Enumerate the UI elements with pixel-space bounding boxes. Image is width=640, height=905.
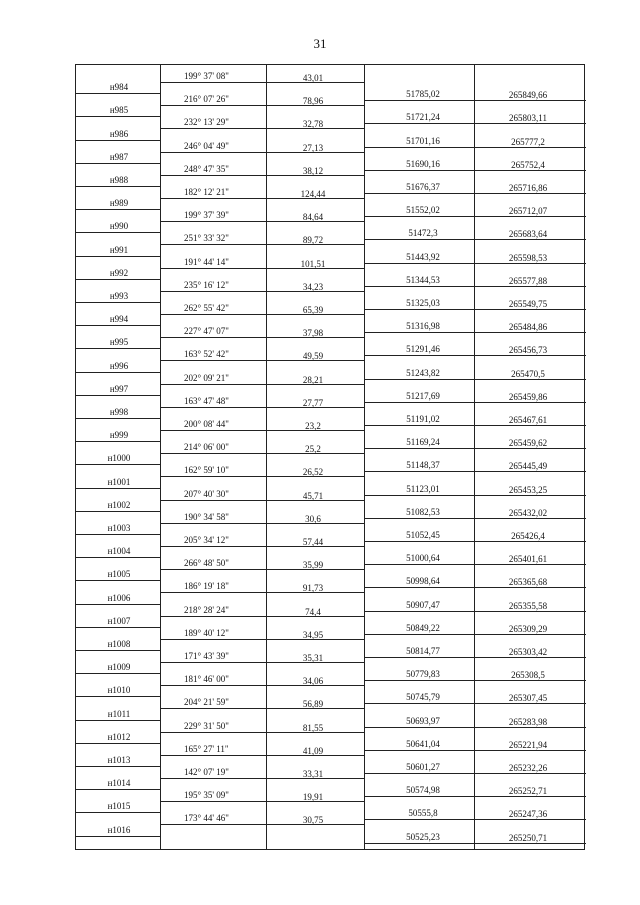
direction-angle: 142° 07' 19" — [184, 767, 229, 777]
row-rule — [76, 766, 160, 767]
row-rule — [364, 727, 586, 728]
row-rule — [364, 796, 586, 797]
point-name: н987 — [109, 151, 129, 162]
row-rule — [364, 193, 586, 194]
row-rule — [364, 100, 586, 101]
point-name: н1008 — [107, 639, 131, 649]
coord-y: 265803,11 — [509, 113, 547, 124]
coord-y: 265459,86 — [508, 391, 548, 402]
distance-value: 34,95 — [302, 629, 324, 640]
row-rule — [76, 604, 160, 605]
row-rule — [160, 569, 364, 570]
row-rule — [76, 557, 160, 558]
point-name: н996 — [109, 360, 129, 371]
distance-value: 23,2 — [305, 421, 321, 431]
direction-angle: 191° 44' 14" — [184, 256, 229, 267]
point-name: н1003 — [107, 523, 131, 533]
point-name: н1001 — [107, 476, 131, 487]
row-rule — [160, 523, 364, 524]
row-rule — [160, 592, 364, 593]
row-rule — [160, 476, 364, 477]
row-rule — [76, 279, 160, 280]
row-rule — [160, 662, 364, 663]
coord-y: 265752,4 — [511, 159, 545, 170]
row-rule — [76, 441, 160, 442]
row-rule — [76, 743, 160, 744]
coord-y: 265252,71 — [508, 786, 548, 797]
row-rule — [160, 221, 364, 222]
row-rule — [160, 175, 364, 176]
distance-value: 33,31 — [302, 769, 324, 779]
coord-y: 265355,58 — [508, 600, 548, 611]
coord-x: 51291,46 — [406, 344, 440, 355]
point-name: н985 — [109, 105, 129, 116]
row-rule — [160, 430, 364, 431]
distance-value: 74,4 — [305, 606, 321, 617]
point-name: н984 — [109, 82, 129, 93]
row-rule — [160, 198, 364, 199]
row-rule — [76, 163, 160, 164]
row-rule — [160, 500, 364, 501]
direction-angle: 202° 09' 21" — [184, 372, 229, 383]
distance-value: 78,96 — [302, 96, 324, 107]
point-name: н1015 — [107, 801, 131, 812]
direction-angle: 232° 13' 29" — [184, 117, 229, 128]
coord-y: 265308,5 — [511, 670, 545, 681]
row-rule — [76, 812, 160, 813]
row-rule — [160, 360, 364, 361]
direction-angle: 181° 46' 00" — [184, 674, 229, 685]
coord-y: 265712,07 — [508, 206, 548, 217]
direction-angle: 214° 06' 00" — [184, 442, 229, 453]
row-rule — [160, 546, 364, 547]
row-rule — [76, 372, 160, 373]
point-name: н997 — [109, 383, 129, 394]
coord-x: 51082,53 — [406, 506, 440, 517]
row-rule — [76, 302, 160, 303]
coord-x: 51676,37 — [406, 182, 440, 192]
distance-value: 27,77 — [302, 397, 324, 408]
row-rule — [160, 407, 364, 408]
row-rule — [160, 453, 364, 454]
row-rule — [364, 703, 586, 704]
row-rule — [76, 186, 160, 187]
row-rule — [364, 355, 586, 356]
distance-value: 38,12 — [302, 165, 324, 176]
direction-angle: 162° 59' 10" — [184, 465, 229, 476]
row-rule — [364, 123, 586, 124]
distance-value: 34,23 — [302, 281, 324, 292]
row-rule — [160, 685, 364, 686]
point-name: н1010 — [107, 685, 131, 696]
coord-x: 50601,27 — [406, 762, 440, 772]
direction-angle: 229° 31' 50" — [184, 720, 229, 731]
row-rule — [76, 116, 160, 117]
coord-y: 265221,94 — [508, 739, 548, 750]
coord-x: 51344,53 — [406, 274, 440, 285]
row-rule — [364, 309, 586, 310]
point-name: н1007 — [107, 615, 131, 626]
coord-x: 50693,97 — [406, 715, 440, 726]
coord-y: 265309,29 — [508, 623, 548, 634]
point-name: н1011 — [107, 708, 131, 719]
distance-value: 65,39 — [302, 305, 324, 315]
direction-angle: 251° 33' 32" — [184, 233, 229, 244]
point-name: н1004 — [107, 546, 131, 557]
row-rule — [160, 384, 364, 385]
row-rule — [160, 128, 364, 129]
direction-angle: 227° 47' 07" — [184, 326, 229, 337]
row-rule — [364, 634, 586, 635]
row-rule — [76, 673, 160, 674]
coord-y: 265456,73 — [508, 345, 548, 356]
direction-angle: 207° 40' 30" — [184, 488, 229, 499]
direction-angle: 165° 27' 11" — [184, 743, 229, 754]
coord-y: 265453,25 — [508, 484, 548, 495]
direction-angle: 163° 52' 42" — [184, 349, 229, 360]
row-rule — [364, 680, 586, 681]
distance-value: 25,2 — [305, 444, 321, 455]
distance-value: 49,59 — [302, 351, 324, 362]
direction-angle: 195° 35' 09" — [184, 790, 229, 801]
coord-x: 50745,79 — [406, 692, 440, 703]
coord-x: 51217,69 — [406, 390, 440, 401]
row-rule — [160, 244, 364, 245]
coord-x: 50849,22 — [406, 622, 440, 633]
row-rule — [76, 650, 160, 651]
distance-value: 35,31 — [302, 653, 324, 663]
row-rule — [160, 152, 364, 153]
distance-value: 81,55 — [302, 722, 324, 733]
coord-x: 51472,3 — [408, 228, 438, 239]
row-rule — [364, 843, 586, 844]
distance-value: 43,01 — [302, 73, 324, 83]
point-name: н992 — [109, 267, 129, 278]
row-rule — [160, 268, 364, 269]
coord-x: 50779,83 — [406, 669, 440, 680]
row-rule — [76, 93, 160, 94]
distance-value: 101,51 — [300, 258, 326, 269]
coord-y: 265577,88 — [508, 275, 548, 286]
row-rule — [364, 216, 586, 217]
coord-x: 50574,98 — [406, 785, 440, 796]
point-name: н1000 — [107, 453, 131, 464]
row-rule — [160, 755, 364, 756]
row-rule — [364, 402, 586, 403]
coord-y: 265283,98 — [508, 716, 548, 727]
coord-y: 265549,75 — [508, 299, 548, 309]
row-rule — [160, 708, 364, 709]
distance-value: 89,72 — [302, 235, 324, 246]
row-rule — [364, 425, 586, 426]
row-rule — [364, 170, 586, 171]
point-name: н988 — [109, 175, 129, 185]
coord-y: 265716,86 — [508, 183, 548, 193]
coord-x: 51169,24 — [406, 437, 440, 448]
distance-value: 30,6 — [305, 513, 321, 524]
point-name: н995 — [109, 337, 129, 348]
distance-value: 19,91 — [302, 792, 324, 803]
row-rule — [76, 720, 160, 721]
row-rule — [160, 105, 364, 106]
coord-x: 51243,82 — [406, 367, 440, 378]
coord-x: 50555,8 — [408, 808, 438, 819]
point-name: н990 — [109, 221, 129, 232]
coord-x: 51123,01 — [406, 483, 440, 494]
coord-y: 265849,66 — [508, 90, 548, 101]
distance-value: 84,64 — [302, 212, 324, 223]
distance-value: 32,78 — [302, 119, 324, 130]
coord-y: 265445,49 — [508, 461, 548, 472]
direction-angle: 218° 28' 24" — [184, 604, 229, 615]
row-rule — [76, 418, 160, 419]
coord-x: 51721,24 — [406, 112, 440, 123]
coord-x: 51443,92 — [406, 251, 440, 262]
direction-angle: 262° 55' 42" — [184, 303, 229, 313]
row-rule — [160, 824, 364, 825]
coord-y: 265777,2 — [511, 136, 545, 147]
direction-angle: 235° 16' 12" — [184, 279, 229, 290]
row-rule — [76, 325, 160, 326]
row-rule — [76, 348, 160, 349]
row-rule — [76, 488, 160, 489]
direction-angle: 163° 47' 48" — [184, 395, 229, 406]
row-rule — [76, 209, 160, 210]
row-rule — [160, 82, 364, 83]
coord-x: 50907,47 — [406, 599, 440, 610]
coord-x: 50998,64 — [406, 576, 440, 587]
point-name: н989 — [109, 198, 129, 209]
coord-x: 51325,03 — [406, 298, 440, 308]
row-rule — [364, 147, 586, 148]
coordinates-table — [75, 64, 585, 850]
row-rule — [160, 639, 364, 640]
point-name: н993 — [109, 291, 129, 301]
point-name: н1005 — [107, 569, 131, 580]
point-name: н1009 — [107, 662, 131, 673]
distance-value: 28,21 — [302, 374, 324, 385]
row-rule — [364, 541, 586, 542]
distance-value: 26,52 — [302, 467, 324, 478]
coord-y: 265598,53 — [508, 252, 548, 263]
direction-angle: 171° 43' 39" — [184, 651, 229, 661]
distance-value: 124,44 — [300, 189, 326, 199]
row-rule — [364, 379, 586, 380]
row-rule — [160, 337, 364, 338]
coord-x: 51690,16 — [406, 158, 440, 169]
coord-x: 51701,16 — [406, 135, 440, 146]
coord-y: 265365,68 — [508, 577, 548, 588]
row-rule — [364, 611, 586, 612]
row-rule — [364, 332, 586, 333]
row-rule — [76, 836, 160, 837]
row-rule — [76, 256, 160, 257]
direction-angle: 205° 34' 12" — [184, 535, 229, 545]
row-rule — [364, 448, 586, 449]
coord-x: 51785,02 — [406, 89, 440, 100]
coord-y: 265250,71 — [508, 832, 548, 843]
coord-x: 51552,02 — [406, 205, 440, 216]
row-rule — [76, 140, 160, 141]
direction-angle: 199° 37' 39" — [184, 210, 229, 221]
coord-x: 51052,45 — [406, 530, 440, 540]
row-rule — [364, 564, 586, 565]
row-rule — [364, 239, 586, 240]
row-rule — [76, 580, 160, 581]
direction-angle: 204° 21' 59" — [184, 697, 229, 708]
coord-y: 265459,62 — [508, 438, 548, 449]
coord-y: 265307,45 — [508, 693, 548, 704]
coord-y: 265432,02 — [508, 507, 548, 518]
coord-y: 265232,26 — [508, 763, 548, 773]
row-rule — [160, 778, 364, 779]
point-name: н991 — [109, 244, 129, 255]
row-rule — [364, 587, 586, 588]
row-rule — [364, 518, 586, 519]
coord-y: 265247,36 — [508, 809, 548, 820]
point-name: н999 — [109, 430, 129, 441]
distance-value: 27,13 — [302, 142, 324, 153]
distance-value: 30,75 — [302, 815, 324, 826]
row-rule — [364, 773, 586, 774]
coord-x: 51191,02 — [406, 414, 440, 424]
direction-angle: 190° 34' 58" — [184, 511, 229, 522]
coord-y: 265683,64 — [508, 229, 548, 240]
coord-y: 265484,86 — [508, 322, 548, 333]
row-rule — [76, 534, 160, 535]
row-rule — [76, 511, 160, 512]
row-rule — [364, 495, 586, 496]
distance-value: 34,06 — [302, 676, 324, 687]
direction-angle: 189° 40' 12" — [184, 627, 229, 638]
coord-y: 265467,61 — [508, 415, 548, 425]
coord-y: 265470,5 — [511, 368, 545, 379]
row-rule — [76, 395, 160, 396]
row-rule — [364, 286, 586, 287]
coord-x: 50641,04 — [406, 738, 440, 749]
row-rule — [76, 696, 160, 697]
distance-value: 41,09 — [302, 745, 324, 756]
row-rule — [364, 263, 586, 264]
coord-y: 265303,42 — [508, 647, 548, 657]
row-rule — [160, 314, 364, 315]
point-name: н1014 — [107, 778, 131, 789]
direction-angle: 246° 04' 49" — [184, 140, 229, 151]
direction-angle: 266° 48' 50" — [184, 558, 229, 569]
coord-x: 51316,98 — [406, 321, 440, 332]
direction-angle: 182° 12' 21" — [184, 187, 229, 197]
row-rule — [76, 464, 160, 465]
row-rule — [76, 789, 160, 790]
row-rule — [76, 232, 160, 233]
distance-value: 45,71 — [302, 490, 324, 501]
point-name: н994 — [109, 314, 129, 325]
coord-x: 51000,64 — [406, 553, 440, 564]
direction-angle: 173° 44' 46" — [184, 813, 229, 824]
point-name: н1012 — [107, 731, 131, 742]
point-name: н1013 — [107, 755, 131, 765]
direction-angle: 200° 08' 44" — [184, 419, 229, 429]
distance-value: 56,89 — [302, 699, 324, 710]
distance-value: 57,44 — [302, 537, 324, 547]
direction-angle: 248° 47' 35" — [184, 163, 229, 174]
row-rule — [160, 801, 364, 802]
row-rule — [364, 657, 586, 658]
coord-x: 50525,23 — [406, 831, 440, 842]
point-name: н998 — [109, 407, 129, 417]
distance-value: 91,73 — [302, 583, 324, 594]
row-rule — [160, 291, 364, 292]
distance-value: 35,99 — [302, 560, 324, 571]
row-rule — [364, 750, 586, 751]
direction-angle: 186° 19' 18" — [184, 581, 229, 592]
coord-x: 51148,37 — [406, 460, 440, 471]
row-rule — [160, 616, 364, 617]
row-rule — [364, 471, 586, 472]
row-rule — [160, 732, 364, 733]
row-rule — [76, 627, 160, 628]
coord-x: 50814,77 — [406, 646, 440, 656]
direction-angle: 199° 37' 08" — [184, 71, 229, 81]
point-name: н1006 — [107, 592, 131, 603]
distance-value: 37,98 — [302, 328, 324, 339]
point-name: н1016 — [107, 824, 131, 835]
point-name: н986 — [109, 128, 129, 139]
page-number: 31 — [313, 36, 327, 51]
row-rule — [364, 819, 586, 820]
coord-y: 265401,61 — [508, 554, 548, 565]
direction-angle: 216° 07' 26" — [184, 94, 229, 105]
point-name: н1002 — [107, 499, 131, 510]
coord-y: 265426,4 — [511, 531, 545, 541]
